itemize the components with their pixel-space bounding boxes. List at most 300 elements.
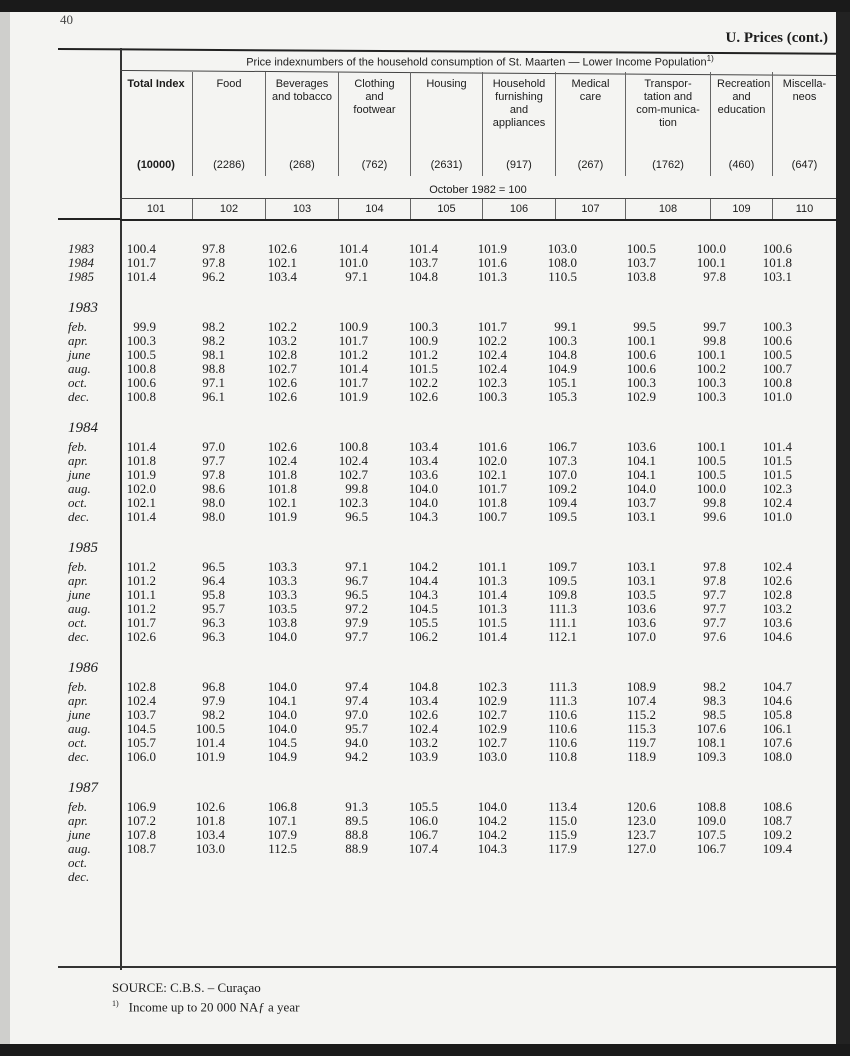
- cell-value: 110.6: [548, 707, 577, 722]
- column-weight: (460): [728, 159, 755, 171]
- cell-value: 100.6: [762, 333, 792, 348]
- row-label: oct.: [68, 735, 88, 750]
- column-weight: (2631): [430, 159, 463, 171]
- table-row: [10, 560, 846, 574]
- cell-value: 102.9: [477, 693, 507, 708]
- cell-value: 104.1: [626, 453, 656, 468]
- cell-value: 102.4: [762, 559, 792, 574]
- column-weight: (647): [791, 159, 818, 171]
- cell-value: 113.4: [548, 799, 577, 814]
- cell-value: 102.6: [267, 439, 297, 454]
- column-label: Clothing and footwear: [353, 78, 396, 116]
- cell-value: 104.1: [626, 467, 656, 482]
- cell-value: 115.0: [548, 813, 577, 828]
- cell-value: 100.6: [126, 375, 156, 390]
- cell-value: 100.5: [195, 721, 225, 736]
- cell-value: 100.3: [696, 375, 726, 390]
- table-row: [10, 722, 846, 736]
- cell-value: 103.6: [408, 467, 438, 482]
- cell-value: 101.4: [126, 439, 156, 454]
- table-row: [10, 242, 846, 256]
- cell-value: 97.6: [703, 629, 726, 644]
- cell-value: 101.9: [477, 241, 507, 256]
- cell-value: 97.8: [703, 559, 726, 574]
- cell-value: 97.8: [703, 573, 726, 588]
- column-header: [555, 72, 625, 176]
- footnote-mark: 1): [112, 999, 119, 1008]
- column-weight: (2286): [213, 159, 245, 171]
- cell-value: 103.5: [267, 601, 297, 616]
- cell-value: 101.9: [338, 389, 368, 404]
- cell-value: 95.7: [202, 601, 225, 616]
- cell-value: 96.5: [345, 587, 368, 602]
- cell-value: 103.7: [626, 495, 656, 510]
- cell-value: 101.1: [126, 587, 156, 602]
- cell-value: 103.4: [408, 693, 438, 708]
- column-label: Housing: [426, 78, 467, 90]
- cell-value: 98.0: [202, 495, 225, 510]
- title-footnote-mark: 1): [706, 54, 714, 63]
- cell-value: 99.7: [703, 319, 726, 334]
- column-weight: (1762): [652, 159, 684, 171]
- cell-value: 103.1: [626, 509, 656, 524]
- cell-value: 110.5: [548, 269, 577, 284]
- cell-value: 108.7: [762, 813, 792, 828]
- cell-value: 102.6: [408, 707, 438, 722]
- column-header: [120, 72, 192, 176]
- document-page: [0, 12, 836, 1044]
- cell-value: 109.0: [696, 813, 726, 828]
- cell-value: 108.1: [696, 735, 726, 750]
- table-row: [10, 574, 846, 588]
- cell-value: 99.6: [703, 509, 726, 524]
- cell-value: 101.2: [126, 559, 156, 574]
- cell-value: 104.5: [408, 601, 438, 616]
- row-label: 1984: [68, 255, 94, 270]
- cell-value: 101.5: [408, 361, 438, 376]
- cell-value: 103.0: [547, 241, 577, 256]
- cell-value: 105.3: [547, 389, 577, 404]
- cell-value: 104.3: [477, 841, 507, 856]
- cell-value: 103.2: [408, 735, 438, 750]
- cell-value: 96.3: [202, 615, 225, 630]
- cell-value: 103.5: [626, 587, 656, 602]
- column-header: [410, 72, 482, 176]
- cell-value: 107.3: [547, 453, 577, 468]
- cell-value: 104.5: [267, 735, 297, 750]
- cell-value: 112.5: [268, 841, 297, 856]
- cell-value: 101.3: [477, 269, 507, 284]
- cell-value: 100.0: [696, 481, 726, 496]
- table-row: [10, 270, 846, 284]
- row-label: feb.: [68, 319, 88, 334]
- cell-value: 97.4: [345, 679, 368, 694]
- cell-value: 101.7: [338, 333, 368, 348]
- cell-value: 106.0: [408, 813, 438, 828]
- cell-value: 96.4: [202, 573, 225, 588]
- cell-value: 111.3: [548, 679, 577, 694]
- source-note: SOURCE: C.B.S. – Curaçao: [112, 980, 261, 995]
- year-group-label: 1983: [68, 300, 98, 316]
- cell-value: 102.8: [126, 679, 156, 694]
- cell-value: 100.3: [408, 319, 438, 334]
- cell-value: 96.3: [202, 629, 225, 644]
- base-period-label: October 1982 = 100: [429, 184, 527, 196]
- cell-value: 107.5: [696, 827, 726, 842]
- cell-value: 106.9: [126, 799, 156, 814]
- cell-value: 103.3: [267, 559, 297, 574]
- column-weight: (10000): [137, 159, 175, 171]
- cell-value: 101.9: [126, 467, 156, 482]
- table-row: [10, 468, 846, 482]
- cell-value: 101.4: [408, 241, 438, 256]
- cell-value: 100.5: [696, 453, 726, 468]
- cell-value: 103.4: [267, 269, 297, 284]
- cell-value: 97.9: [345, 615, 368, 630]
- cell-value: 102.4: [267, 453, 297, 468]
- cell-value: 109.5: [547, 509, 577, 524]
- cell-value: 106.8: [267, 799, 297, 814]
- cell-value: 97.7: [703, 601, 726, 616]
- row-label: oct.: [68, 495, 88, 510]
- cell-value: 95.8: [202, 587, 225, 602]
- cell-value: 108.0: [547, 255, 577, 270]
- cell-value: 115.3: [627, 721, 656, 736]
- cell-value: 108.6: [762, 799, 792, 814]
- cell-value: 108.8: [696, 799, 726, 814]
- cell-value: 100.1: [696, 255, 726, 270]
- cell-value: 100.3: [696, 389, 726, 404]
- cell-value: 110.8: [548, 749, 577, 764]
- column-header: [482, 72, 555, 176]
- column-label: Beverages and tobacco: [272, 78, 332, 103]
- table-title: [130, 54, 830, 69]
- column-header: [625, 72, 710, 176]
- cell-value: 101.6: [477, 255, 507, 270]
- cell-value: 102.9: [477, 721, 507, 736]
- cell-value: 98.5: [703, 707, 726, 722]
- table-row: [10, 870, 846, 884]
- column-header: [338, 72, 410, 176]
- cell-value: 102.3: [762, 481, 792, 496]
- cell-value: 97.7: [703, 587, 726, 602]
- table-row: [10, 814, 846, 828]
- cell-value: 100.8: [762, 375, 792, 390]
- cell-value: 102.3: [338, 495, 368, 510]
- cell-value: 103.3: [267, 573, 297, 588]
- cell-value: 104.0: [267, 679, 297, 694]
- cell-value: 107.0: [547, 467, 577, 482]
- cell-value: 104.0: [267, 721, 297, 736]
- row-label: 1983: [68, 241, 94, 256]
- cell-value: 100.2: [696, 361, 726, 376]
- cell-value: 101.3: [477, 601, 507, 616]
- cell-value: 101.8: [267, 481, 297, 496]
- cell-value: 102.1: [477, 467, 507, 482]
- page-number: 40: [60, 12, 73, 27]
- table-row: [10, 680, 846, 694]
- row-label: feb.: [68, 799, 88, 814]
- row-label: aug.: [68, 481, 91, 496]
- cell-value: 103.6: [626, 439, 656, 454]
- row-label: oct.: [68, 855, 88, 870]
- column-label: Food: [216, 78, 242, 90]
- cell-value: 107.6: [762, 735, 792, 750]
- cell-value: 101.7: [126, 615, 156, 630]
- cell-value: 102.6: [195, 799, 225, 814]
- cell-value: 119.7: [627, 735, 656, 750]
- row-label: feb.: [68, 559, 88, 574]
- cell-value: 104.1: [267, 693, 297, 708]
- cell-value: 94.2: [345, 749, 368, 764]
- cell-value: 103.2: [762, 601, 792, 616]
- cell-value: 103.7: [626, 255, 656, 270]
- table-row: [10, 750, 846, 764]
- cell-value: 104.5: [126, 721, 156, 736]
- table-row: [10, 390, 846, 404]
- cell-value: 100.6: [626, 361, 656, 376]
- cell-value: 103.4: [408, 453, 438, 468]
- cell-value: 103.1: [626, 573, 656, 588]
- cell-value: 102.6: [267, 389, 297, 404]
- cell-value: 98.0: [202, 509, 225, 524]
- row-label: june: [68, 467, 91, 482]
- cell-value: 127.0: [626, 841, 656, 856]
- column-code: 102: [192, 199, 265, 219]
- cell-value: 96.5: [345, 509, 368, 524]
- table-row: [10, 256, 846, 270]
- row-label: dec.: [68, 509, 90, 524]
- cell-value: 102.6: [408, 389, 438, 404]
- cell-value: 101.8: [477, 495, 507, 510]
- cell-value: 106.0: [126, 749, 156, 764]
- cell-value: 106.2: [408, 629, 438, 644]
- table-row: [10, 482, 846, 496]
- cell-value: 102.7: [477, 707, 507, 722]
- cell-value: 109.7: [547, 559, 577, 574]
- column-weight: (917): [506, 159, 532, 171]
- cell-value: 102.6: [126, 629, 156, 644]
- column-label: Transpor-tation and com-munica-tion: [636, 78, 700, 129]
- cell-value: 111.1: [548, 615, 577, 630]
- cell-value: 107.6: [696, 721, 726, 736]
- cell-value: 110.6: [548, 721, 577, 736]
- cell-value: 103.1: [626, 559, 656, 574]
- column-weight: (762): [361, 159, 388, 171]
- cell-value: 97.7: [202, 453, 225, 468]
- cell-value: 101.7: [477, 481, 507, 496]
- column-weight: (267): [577, 159, 604, 171]
- cell-value: 104.2: [477, 813, 507, 828]
- cell-value: 103.6: [626, 601, 656, 616]
- cell-value: 101.8: [126, 453, 156, 468]
- cell-value: 102.4: [762, 495, 792, 510]
- table-row: [10, 348, 846, 362]
- cell-value: 103.4: [408, 439, 438, 454]
- cell-value: 107.0: [626, 629, 656, 644]
- cell-value: 95.7: [345, 721, 368, 736]
- cell-value: 101.9: [195, 749, 225, 764]
- table-row: [10, 842, 846, 856]
- cell-value: 101.0: [762, 389, 792, 404]
- table-row: [10, 440, 846, 454]
- cell-value: 96.7: [345, 573, 368, 588]
- cell-value: 89.5: [345, 813, 368, 828]
- cell-value: 100.1: [696, 439, 726, 454]
- cell-value: 100.5: [626, 241, 656, 256]
- cell-value: 101.1: [477, 559, 507, 574]
- cell-value: 104.0: [267, 707, 297, 722]
- cell-value: 99.9: [133, 319, 156, 334]
- cell-value: 102.4: [408, 721, 438, 736]
- cell-value: 100.8: [126, 389, 156, 404]
- cell-value: 88.9: [345, 841, 368, 856]
- cell-value: 103.2: [267, 333, 297, 348]
- row-label: dec.: [68, 869, 90, 884]
- cell-value: 101.0: [762, 509, 792, 524]
- cell-value: 115.9: [548, 827, 577, 842]
- cell-value: 104.3: [408, 587, 438, 602]
- column-header: [710, 72, 772, 176]
- cell-value: 108.0: [762, 749, 792, 764]
- book-spine-shadow: [836, 12, 850, 1044]
- cell-value: 101.2: [408, 347, 438, 362]
- row-label: feb.: [68, 679, 88, 694]
- cell-value: 97.9: [202, 693, 225, 708]
- row-label: june: [68, 587, 91, 602]
- table-row: [10, 736, 846, 750]
- cell-value: 101.3: [477, 573, 507, 588]
- cell-value: 111.3: [548, 601, 577, 616]
- cell-value: 97.8: [202, 467, 225, 482]
- cell-value: 96.8: [202, 679, 225, 694]
- table-row: [10, 602, 846, 616]
- cell-value: 100.8: [126, 361, 156, 376]
- cell-value: 107.4: [408, 841, 438, 856]
- cell-value: 104.6: [762, 629, 792, 644]
- cell-value: 94.0: [345, 735, 368, 750]
- column-code: 104: [338, 199, 410, 219]
- cell-value: 109.8: [547, 587, 577, 602]
- column-code: 105: [410, 199, 482, 219]
- row-label: apr.: [68, 813, 88, 828]
- cell-value: 101.7: [338, 375, 368, 390]
- row-label: oct.: [68, 375, 88, 390]
- stub-header-rule: [58, 218, 120, 220]
- cell-value: 103.6: [762, 615, 792, 630]
- row-label: apr.: [68, 573, 88, 588]
- cell-value: 102.6: [267, 375, 297, 390]
- table-row: [10, 856, 846, 870]
- cell-value: 104.0: [477, 799, 507, 814]
- cell-value: 97.8: [703, 269, 726, 284]
- cell-value: 98.2: [202, 333, 225, 348]
- table-row: [10, 454, 846, 468]
- cell-value: 100.7: [477, 509, 507, 524]
- column-code: 107: [555, 199, 625, 219]
- cell-value: 102.8: [762, 587, 792, 602]
- cell-value: 106.7: [547, 439, 577, 454]
- cell-value: 101.7: [477, 319, 507, 334]
- cell-value: 120.6: [626, 799, 656, 814]
- cell-value: 107.9: [267, 827, 297, 842]
- cell-value: 102.4: [477, 347, 507, 362]
- cell-value: 101.5: [762, 467, 792, 482]
- row-label: aug.: [68, 721, 91, 736]
- cell-value: 96.5: [202, 559, 225, 574]
- cell-value: 102.4: [126, 693, 156, 708]
- cell-value: 100.6: [762, 241, 792, 256]
- cell-value: 110.6: [548, 735, 577, 750]
- cell-value: 99.5: [633, 319, 656, 334]
- table-row: [10, 694, 846, 708]
- cell-value: 101.6: [477, 439, 507, 454]
- cell-value: 102.0: [126, 481, 156, 496]
- cell-value: 100.3: [762, 319, 792, 334]
- cell-value: 103.6: [626, 615, 656, 630]
- cell-value: 103.1: [762, 269, 792, 284]
- footnote: [112, 996, 299, 1014]
- cell-value: 108.9: [626, 679, 656, 694]
- cell-value: 99.8: [703, 495, 726, 510]
- column-code: 103: [265, 199, 338, 219]
- cell-value: 98.6: [202, 481, 225, 496]
- column-weight: (268): [289, 159, 315, 171]
- table-row: [10, 800, 846, 814]
- cell-value: 103.8: [626, 269, 656, 284]
- cell-value: 100.5: [696, 467, 726, 482]
- cell-value: 102.2: [477, 333, 507, 348]
- cell-value: 109.5: [547, 573, 577, 588]
- cell-value: 101.4: [338, 241, 368, 256]
- cell-value: 104.8: [408, 269, 438, 284]
- row-label: apr.: [68, 333, 88, 348]
- cell-value: 101.4: [477, 629, 507, 644]
- cell-value: 109.2: [547, 481, 577, 496]
- cell-value: 102.7: [267, 361, 297, 376]
- table-row: [10, 510, 846, 524]
- cell-value: 100.5: [762, 347, 792, 362]
- cell-value: 97.7: [703, 615, 726, 630]
- cell-value: 104.0: [267, 629, 297, 644]
- cell-value: 105.1: [547, 375, 577, 390]
- cell-value: 97.0: [202, 439, 225, 454]
- cell-value: 100.4: [126, 241, 156, 256]
- footnote-text: Income up to 20 000 NAƒ a year: [128, 999, 300, 1015]
- cell-value: 105.7: [126, 735, 156, 750]
- cell-value: 102.7: [338, 467, 368, 482]
- column-label: Recreation and education: [717, 78, 771, 116]
- cell-value: 104.3: [408, 509, 438, 524]
- cell-value: 103.0: [477, 749, 507, 764]
- cell-value: 102.6: [267, 241, 297, 256]
- cell-value: 111.3: [548, 693, 577, 708]
- cell-value: 101.4: [195, 735, 225, 750]
- cell-value: 102.1: [267, 255, 297, 270]
- cell-value: 102.4: [477, 361, 507, 376]
- cell-value: 102.9: [626, 389, 656, 404]
- cell-value: 100.6: [626, 347, 656, 362]
- cell-value: 102.4: [338, 453, 368, 468]
- cell-value: 102.6: [762, 573, 792, 588]
- cell-value: 107.8: [126, 827, 156, 842]
- cell-value: 103.7: [126, 707, 156, 722]
- table-row: [10, 630, 846, 644]
- cell-value: 101.8: [762, 255, 792, 270]
- cell-value: 100.8: [338, 439, 368, 454]
- cell-value: 102.2: [267, 319, 297, 334]
- cell-value: 97.7: [345, 629, 368, 644]
